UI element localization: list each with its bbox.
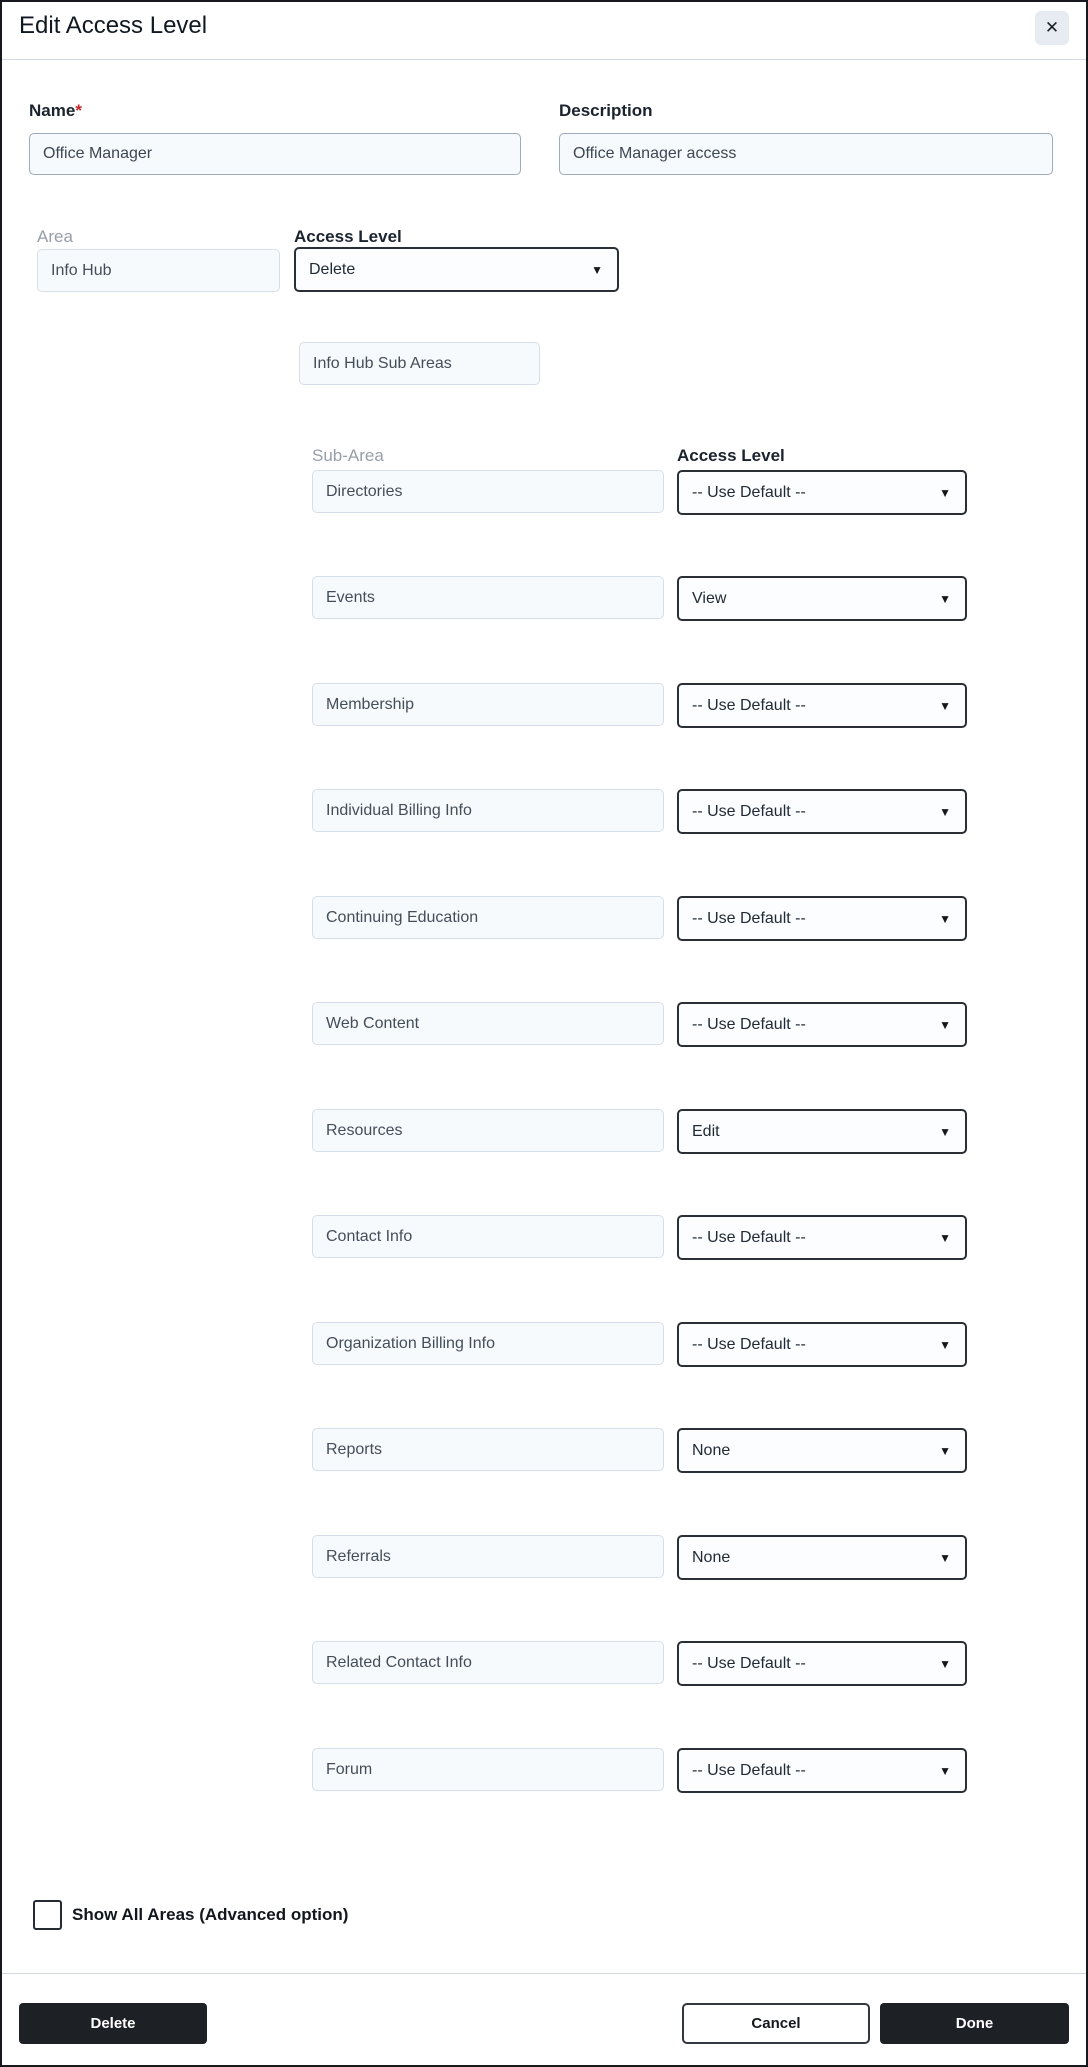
dropdown-selected-value: Delete (309, 260, 356, 278)
delete-button[interactable]: Delete (19, 2003, 207, 2044)
chevron-down-icon: ▼ (939, 1656, 951, 1671)
sub-area-field: Related Contact Info (312, 1641, 664, 1684)
sub-area-access-level-dropdown[interactable] (677, 1641, 967, 1686)
chevron-down-icon: ▼ (939, 485, 951, 500)
chevron-down-icon: ▼ (939, 804, 951, 819)
sub-area-access-level-dropdown[interactable] (677, 576, 967, 621)
description-label: Description (559, 101, 653, 120)
sub-area-field: Resources (312, 1109, 664, 1152)
area-value-field: Info Hub (37, 249, 280, 292)
sub-area-field: Directories (312, 470, 664, 513)
sub-area-field: Individual Billing Info (312, 789, 664, 832)
dropdown-selected-value: -- Use Default -- (692, 909, 806, 927)
sub-area-field: Membership (312, 683, 664, 726)
sub-area-access-level-dropdown[interactable] (677, 1215, 967, 1260)
dropdown-selected-value: None (692, 1548, 731, 1566)
dropdown-selected-value: None (692, 1441, 731, 1459)
sub-area-access-level-dropdown[interactable] (677, 789, 967, 834)
close-button[interactable] (1035, 11, 1069, 45)
sub-area-access-level-header: Access Level (677, 446, 785, 465)
sub-area-access-level-dropdown[interactable] (677, 470, 967, 515)
sub-area-access-level-dropdown[interactable] (677, 1535, 967, 1580)
done-button[interactable]: Done (880, 2003, 1069, 2044)
dropdown-selected-value: View (692, 589, 727, 607)
sub-area-access-level-dropdown[interactable] (677, 896, 967, 941)
sub-area-field: Web Content (312, 1002, 664, 1045)
name-input[interactable] (29, 133, 521, 175)
access-level-label: Access Level (294, 227, 402, 246)
sub-area-field: Reports (312, 1428, 664, 1471)
close-icon: ✕ (1044, 18, 1060, 37)
sub-area-field: Events (312, 576, 664, 619)
chevron-down-icon: ▼ (939, 1017, 951, 1032)
dropdown-selected-value: -- Use Default -- (692, 1015, 806, 1033)
chevron-down-icon: ▼ (939, 1763, 951, 1778)
chevron-down-icon: ▼ (939, 1443, 951, 1458)
dropdown-selected-value: Edit (692, 1122, 720, 1140)
sub-area-access-level-dropdown[interactable] (677, 1428, 967, 1473)
sub-area-access-level-dropdown[interactable] (677, 683, 967, 728)
dropdown-selected-value: -- Use Default -- (692, 1654, 806, 1672)
sub-area-access-level-dropdown[interactable] (677, 1002, 967, 1047)
sub-area-field: Referrals (312, 1535, 664, 1578)
footer-divider (2, 1973, 1086, 1974)
show-all-areas-label: Show All Areas (Advanced option) (72, 1905, 349, 1924)
dropdown-selected-value: -- Use Default -- (692, 1761, 806, 1779)
dropdown-selected-value: -- Use Default -- (692, 1228, 806, 1246)
chevron-down-icon: ▼ (939, 911, 951, 926)
chevron-down-icon: ▼ (591, 262, 603, 277)
sub-areas-group-label: Info Hub Sub Areas (299, 342, 540, 385)
sub-area-header: Sub-Area (312, 446, 384, 465)
required-asterisk: * (75, 101, 82, 120)
area-label: Area (37, 227, 73, 246)
chevron-down-icon: ▼ (939, 1550, 951, 1565)
dropdown-selected-value: -- Use Default -- (692, 1335, 806, 1353)
sub-area-field: Continuing Education (312, 896, 664, 939)
dropdown-selected-value: -- Use Default -- (692, 696, 806, 714)
page-title: Edit Access Level (19, 12, 208, 39)
chevron-down-icon: ▼ (939, 698, 951, 713)
sub-area-access-level-dropdown[interactable] (677, 1109, 967, 1154)
dropdown-selected-value: -- Use Default -- (692, 802, 806, 820)
dropdown-selected-value: -- Use Default -- (692, 483, 806, 501)
sub-area-field: Forum (312, 1748, 664, 1791)
sub-area-field: Organization Billing Info (312, 1322, 664, 1365)
sub-area-field: Contact Info (312, 1215, 664, 1258)
chevron-down-icon: ▼ (939, 1230, 951, 1245)
chevron-down-icon: ▼ (939, 591, 951, 606)
description-input[interactable] (559, 133, 1053, 175)
cancel-button[interactable]: Cancel (682, 2003, 870, 2044)
chevron-down-icon: ▼ (939, 1337, 951, 1352)
sub-area-access-level-dropdown[interactable] (677, 1748, 967, 1793)
name-label-text: Name (29, 101, 76, 120)
name-label (29, 101, 82, 121)
chevron-down-icon: ▼ (939, 1124, 951, 1139)
header-divider (2, 59, 1086, 60)
area-access-level-dropdown[interactable] (294, 247, 619, 292)
sub-area-access-level-dropdown[interactable] (677, 1322, 967, 1367)
show-all-areas-checkbox[interactable] (33, 1900, 62, 1930)
